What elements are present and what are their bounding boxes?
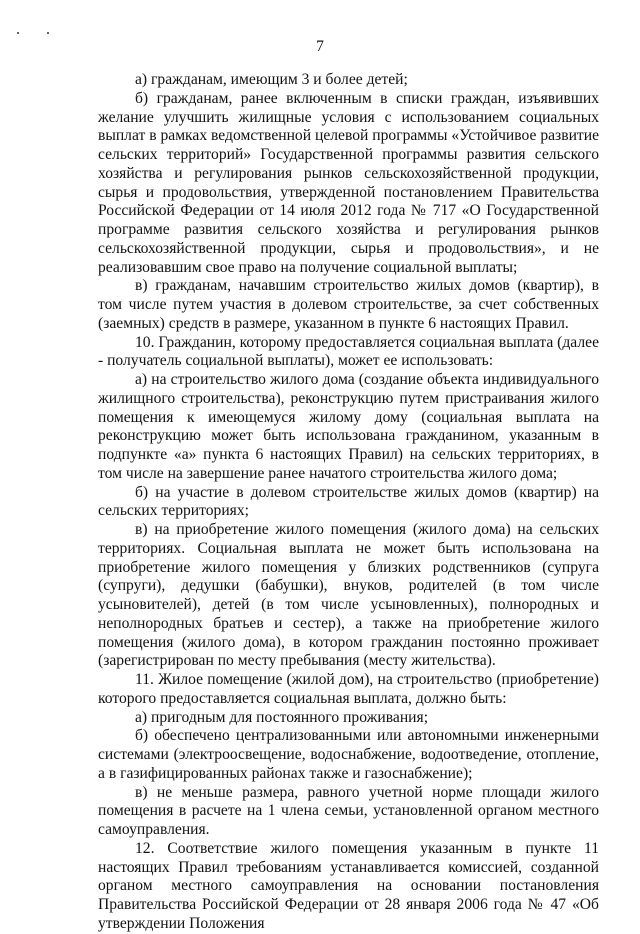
paragraph: а) на строительство жилого дома (создание объекта индивидуального жилищного строительства), реконструкцию путем пристраивания жилого помещения к имеющемуся жилому дому (социальная выплата на реконструкцию может быть использована гражданином, указанным в подпункте «а» пункта 6 настоящих Правил) на сельских территориях, в том числе на завершение ранее начатого строительства жилого дома; (98, 371, 599, 482)
paragraph: 11. Жилое помещение (жилой дом), на строительство (приобретение) которого предоставляется социальная выплата, должно быть: (98, 671, 599, 707)
page-number: 7 (316, 38, 324, 55)
scan-dot (47, 32, 49, 34)
paragraph: 10. Гражданин, которому предоставляется социальная выплата (далее - получатель социальной выплаты), может ее использовать: (98, 333, 599, 370)
paragraph: в) не меньше размера, равного учетной норме площади жилого помещения в расчете на 1 члена семьи, установленной органом местного самоуправления. (98, 783, 599, 838)
paragraph: а) пригодным для постоянного проживания; (135, 708, 429, 726)
paragraph: 12. Соответствие жилого помещения указанным в пункте 11 настоящих Правил требованиям устанавливается комиссией, созданной органом местного самоуправления на основании постановления Правительства Российской Федерации от 28 января 2006 года № 47 «Об утверждении Положения (98, 839, 599, 932)
paragraph: б) на участие в долевом строительстве жилых домов (квартир) на сельских территориях; (98, 483, 599, 520)
paragraph: б) гражданам, ранее включенным в списки граждан, изъявивших желание улучшить жилищные условия с использованием социальных выплат в рамках ведомственной целевой программы «Устойчивое развитие сельских территорий» Государственной программы развития сельского хозяйства и регулирования рынков сельскохозяйственной продукции, сырья и продовольствия, утвержденной постановлением Правительства Российской Федерации от 14 июля 2012 года № 717 «О Государственной программе развития сельского хозяйства и регулирования рынков сельскохозяйственной продукции, сырья и продовольствия», и не реализовавшим свое право на получение социальной выплаты; (98, 89, 599, 276)
paragraph: а) гражданам, имеющим 3 и более детей; (135, 71, 408, 88)
paragraph: в) на приобретение жилого помещения (жилого дома) на сельских территориях. Социальная выплата не может быть использована на приобретение жилого помещения у близких родственников (супруга (супруги), дедушки (бабушки), внуков, родителей (в том числе усыновителей), детей (в том числе усыновленных), полнородных и неполнородных братьев и сестер), а также на приобретение жилого помещения (жилого дома), в котором гражданин постоянно проживает (зарегистрирован по месту пребывания (месту жительства). (98, 521, 599, 670)
paragraph: в) гражданам, начавшим строительство жилых домов (квартир), в том числе путем участия в долевом строительстве, за счет собственных (заемных) средств в размере, указанном в пункте 6 настоящих Правил. (98, 277, 599, 332)
paragraph: б) обеспечено централизованными или автономными инженерными системами (электроосвещение, водоснабжение, водоотведение, отопление, а в газифицированных районах также и газоснабжение); (98, 727, 599, 782)
scan-dot (17, 32, 19, 34)
document-body (98, 71, 599, 934)
